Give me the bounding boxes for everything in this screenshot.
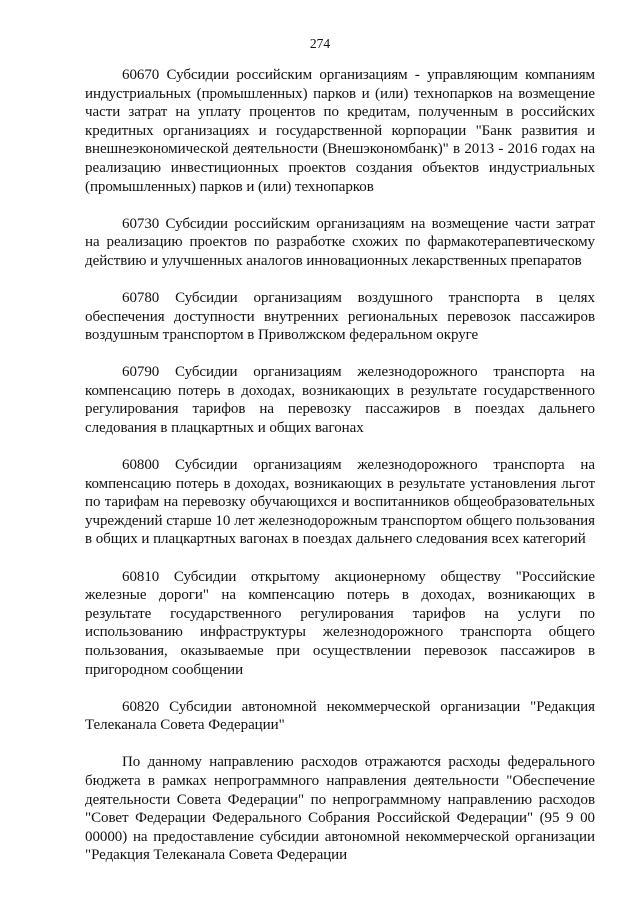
paragraph-60670: 60670 Субсидии российским организациям - управляющим компаниям индустриальных (промышленных) парков и (или) технопарков на возмещение части затрат на уплату процентов по кредитам, полученным в российских кредитных организациях и государственной корпорации "Банк развития и внешнеэкономической деятельности (Внешэкономбанк)" в 2013 - 2016 годах на реализацию инвестиционных проектов создания объектов индустриальных (промышленных) парков и (или) технопарков — [85, 67, 595, 195]
page-number: 274 — [309, 36, 331, 51]
paragraph-60780: 60780 Субсидии организациям воздушного транспорта в целях обеспечения доступности внутренних региональных перевозок пассажиров воздушным транспортом в Приволжском федеральном округе — [85, 289, 595, 344]
paragraph-description: По данному направлению расходов отражаются расходы федерального бюджета в рамках непрограммного направления деятельности "Обеспечение деятельности Совета Федерации" по непрограммному направлению расходов "Совет Федерации Федерального Собрания Российской Федерации" (95 9 00 00000) на предоставление субсидии автономной некоммерческой организации "Редакция Телеканала Совета Федерации — [85, 754, 595, 864]
paragraph-60820: 60820 Субсидии автономной некоммерческой организации "Редакция Телеканала Совета Федерации" — [85, 698, 595, 734]
paragraph-60730: 60730 Субсидии российским организациям на возмещение части затрат на реализацию проектов по разработке схожих по фармакотерапевтическому действию и улучшенных аналогов инновационных лекарственных препаратов — [85, 215, 595, 269]
document-body — [85, 66, 595, 865]
paragraph-60810: 60810 Субсидии открытому акционерному обществу "Российские железные дороги" на компенсацию потерь в доходах, возникающих в результате государственного регулирования тарифов на услуги по использованию инфраструктуры железнодорожного транспорта общего пользования, оказываемые при осуществлении перевозок пассажиров в пригородном сообщении — [85, 568, 595, 678]
paragraph-60800: 60800 Субсидии организациям железнодорожного транспорта на компенсацию потерь в доходах, возникающих в результате установления льгот по тарифам на перевозку обучающихся и воспитанников общеобразовательных учреждений старше 10 лет железнодорожным транспортом общего пользования в общих и плацкартных вагонах в поездах дальнего следования всех категорий — [85, 457, 595, 548]
paragraph-60790: 60790 Субсидии организациям железнодорожного транспорта на компенсацию потерь в доходах, возникающих в результате государственного регулирования тарифов на перевозку пассажиров в поездах дальнего следования в плацкартных и общих вагонах — [85, 364, 595, 436]
